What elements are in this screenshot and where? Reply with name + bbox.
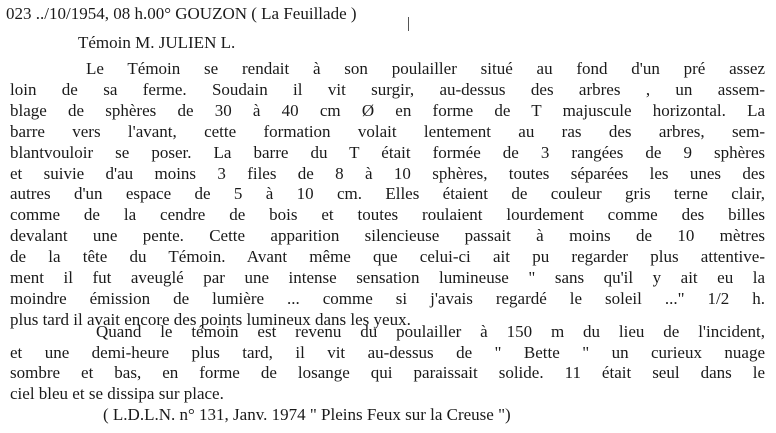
paragraph-line: Le Témoin se rendait à son poulailler situé au fond d'un pré assez xyxy=(86,59,765,78)
margin-mark xyxy=(408,17,409,31)
report-paragraph-1 xyxy=(10,59,765,331)
source-citation: ( L.D.L.N. n° 131, Janv. 1974 " Pleins Feux sur la Creuse ") xyxy=(103,405,511,424)
paragraph-line: et une demi-heure plus tard, il vit au-dessus de " Bette " un curieux nuage xyxy=(10,342,765,362)
paragraph-line: autres d'un espace de 5 à 10 cm. Elles étaient de couleur gris terne clair, xyxy=(10,184,765,204)
paragraph-line: blage de sphères de 30 à 40 cm Ø en forme de T majuscule horizontal. La xyxy=(10,100,765,120)
case-header: 023 ../10/1954, 08 h.00° GOUZON ( La Feuillade ) xyxy=(6,4,357,23)
paragraph-line: Quand le témoin est revenu du poulailler à 150 m du lieu de l'incident, xyxy=(96,322,765,341)
paragraph-line: sombre et bas, en forme de losange qui paraissait solide. 11 était seul dans le xyxy=(10,363,765,382)
paragraph-line: de la tête du Témoin. Avant même que celui-ci ait pu regarder plus attentive- xyxy=(10,247,765,267)
paragraph-line: et suivie d'au moins 3 files de 8 à 10 sphères, toutes séparées les unes des xyxy=(10,163,765,183)
paragraph-line: ciel bleu et se dissipa sur place. xyxy=(10,383,224,403)
paragraph-line: ment il fut aveuglé par une intense sensation lumineuse " sans qu'il y ait eu la xyxy=(10,268,765,288)
paragraph-line: plus tard il avait encore des points lumineux dans les yeux. xyxy=(10,309,411,329)
paragraph-line: barre vers l'avant, cette formation volait lentement au ras des arbres, sem- xyxy=(10,121,765,141)
paragraph-line: blantvouloir se poser. La barre du T était formée de 3 rangées de 9 sphères xyxy=(10,142,765,162)
witness-line: Témoin M. JULIEN L. xyxy=(78,33,236,52)
paragraph-line: comme de la cendre de bois et toutes roulaient lourdement comme des billes xyxy=(10,205,765,225)
paragraph-line: devalant une pente. Cette apparition silencieuse passait à moins de 10 mètres xyxy=(10,226,765,246)
report-paragraph-2 xyxy=(10,322,765,404)
paragraph-line: moindre émission de lumière ... comme si j'avais regardé le soleil ..." 1/2 h. xyxy=(10,288,765,308)
paragraph-line: loin de sa ferme. Soudain il vit surgir, au-dessus des arbres , un assem- xyxy=(10,79,765,99)
